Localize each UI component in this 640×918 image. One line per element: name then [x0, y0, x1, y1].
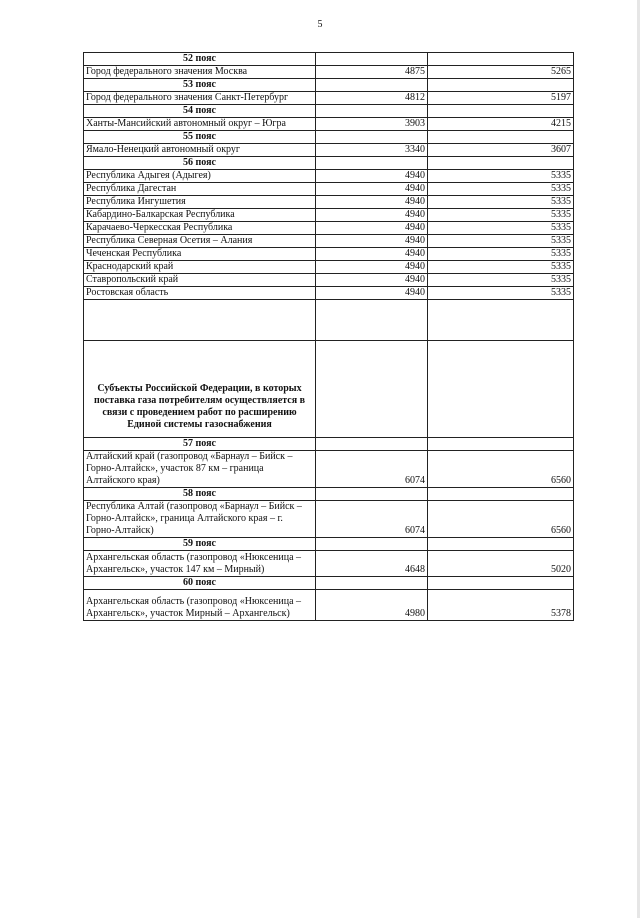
region-name: Карачаево-Черкесская Республика — [84, 222, 316, 235]
price-value-1: 4940 — [316, 196, 428, 209]
price-value-1: 3903 — [316, 118, 428, 131]
zone-label: 53 пояс — [84, 79, 316, 92]
price-value-2: 5335 — [428, 183, 574, 196]
zone-label: 57 пояс — [84, 438, 316, 451]
region-name: Краснодарский край — [84, 261, 316, 274]
page-number: 5 — [317, 19, 323, 30]
zone-header-row — [84, 488, 574, 501]
price-value-1: 6074 — [316, 451, 428, 488]
zone-label: 58 пояс — [84, 488, 316, 501]
price-value-2: 5020 — [428, 551, 574, 577]
table-row — [84, 222, 574, 235]
price-value-2: 5265 — [428, 66, 574, 79]
table-row — [84, 118, 574, 131]
price-value-2: 5335 — [428, 209, 574, 222]
price-value-1: 4940 — [316, 261, 428, 274]
region-name: Город федерального значения Санкт-Петербург — [84, 92, 316, 105]
price-value-1: 4940 — [316, 209, 428, 222]
region-name: Архангельская область (газопровод «Нюксеница – Архангельск», участок Мирный – Архангельск) — [84, 590, 316, 621]
price-value-1: 4940 — [316, 248, 428, 261]
region-name: Ямало-Ненецкий автономный округ — [84, 144, 316, 157]
price-value-2: 5335 — [428, 196, 574, 209]
price-value-1: 4940 — [316, 274, 428, 287]
price-value-1: 4940 — [316, 222, 428, 235]
table-row — [84, 144, 574, 157]
price-value-2: 5378 — [428, 590, 574, 621]
table-row — [84, 209, 574, 222]
price-value-2: 5197 — [428, 92, 574, 105]
table-row — [84, 248, 574, 261]
region-name: Кабардино-Балкарская Республика — [84, 209, 316, 222]
price-value-1: 4875 — [316, 66, 428, 79]
price-value-1: 4940 — [316, 170, 428, 183]
table-row — [84, 287, 574, 300]
region-name: Ханты-Мансийский автономный округ – Югра — [84, 118, 316, 131]
zone-header-row — [84, 131, 574, 144]
region-name: Республика Северная Осетия – Алания — [84, 235, 316, 248]
price-value-1: 4940 — [316, 183, 428, 196]
price-value-2: 3607 — [428, 144, 574, 157]
zone-header-row — [84, 105, 574, 118]
price-value-1: 4812 — [316, 92, 428, 105]
price-value-2: 6560 — [428, 451, 574, 488]
table-row — [84, 235, 574, 248]
price-value-2: 4215 — [428, 118, 574, 131]
price-value-1: 4940 — [316, 235, 428, 248]
zone-label: 52 пояс — [84, 53, 316, 66]
zone-label: 55 пояс — [84, 131, 316, 144]
price-value-1: 6074 — [316, 501, 428, 538]
price-value-1: 4648 — [316, 551, 428, 577]
region-name: Республика Адыгея (Адыгея) — [84, 170, 316, 183]
zone-header-row — [84, 538, 574, 551]
zone-label: 60 пояс — [84, 577, 316, 590]
region-name: Город федерального значения Москва — [84, 66, 316, 79]
zone-header-row — [84, 79, 574, 92]
price-value-1: 4940 — [316, 287, 428, 300]
zone-label: 54 пояс — [84, 105, 316, 118]
table-row — [84, 92, 574, 105]
table-row — [84, 66, 574, 79]
zone-header-row — [84, 438, 574, 451]
zone-header-row — [84, 577, 574, 590]
price-value-2: 5335 — [428, 248, 574, 261]
zone-header-row — [84, 157, 574, 170]
zone-label: 59 пояс — [84, 538, 316, 551]
price-value-2: 5335 — [428, 170, 574, 183]
price-value-2: 5335 — [428, 274, 574, 287]
region-name: Ставропольский край — [84, 274, 316, 287]
tariff-table — [83, 52, 574, 621]
region-name: Алтайский край (газопровод «Барнаул – Бийск – Горно-Алтайск», участок 87 км – граница Алтайского края) — [84, 451, 316, 488]
table-row — [84, 196, 574, 209]
table-row — [84, 183, 574, 196]
table-row — [84, 274, 574, 287]
region-name: Архангельская область (газопровод «Нюксеница – Архангельск», участок 147 км – Мирный) — [84, 551, 316, 577]
section-heading: Субъекты Российской Федерации, в которых поставка газа потребителям осуществляется в связи с проведением работ по расширению Единой системы газоснабжения — [84, 341, 316, 438]
region-name: Республика Алтай (газопровод «Барнаул – Бийск – Горно-Алтайск», граница Алтайского края – г. Горно-Алтайск) — [84, 501, 316, 538]
table-row — [84, 590, 574, 621]
region-name: Республика Ингушетия — [84, 196, 316, 209]
table-row — [84, 451, 574, 488]
table-row — [84, 261, 574, 274]
table-row — [84, 551, 574, 577]
price-value-1: 4980 — [316, 590, 428, 621]
region-name: Республика Дагестан — [84, 183, 316, 196]
region-name: Ростовская область — [84, 287, 316, 300]
region-name: Чеченская Республика — [84, 248, 316, 261]
section-heading-row — [84, 341, 574, 438]
price-value-2: 5335 — [428, 235, 574, 248]
zone-label: 56 пояс — [84, 157, 316, 170]
price-value-1: 3340 — [316, 144, 428, 157]
zone-header-row — [84, 53, 574, 66]
price-value-2: 6560 — [428, 501, 574, 538]
price-value-2: 5335 — [428, 287, 574, 300]
price-value-2: 5335 — [428, 222, 574, 235]
table-row — [84, 501, 574, 538]
price-value-2: 5335 — [428, 261, 574, 274]
table-row — [84, 170, 574, 183]
empty-row — [84, 300, 574, 341]
